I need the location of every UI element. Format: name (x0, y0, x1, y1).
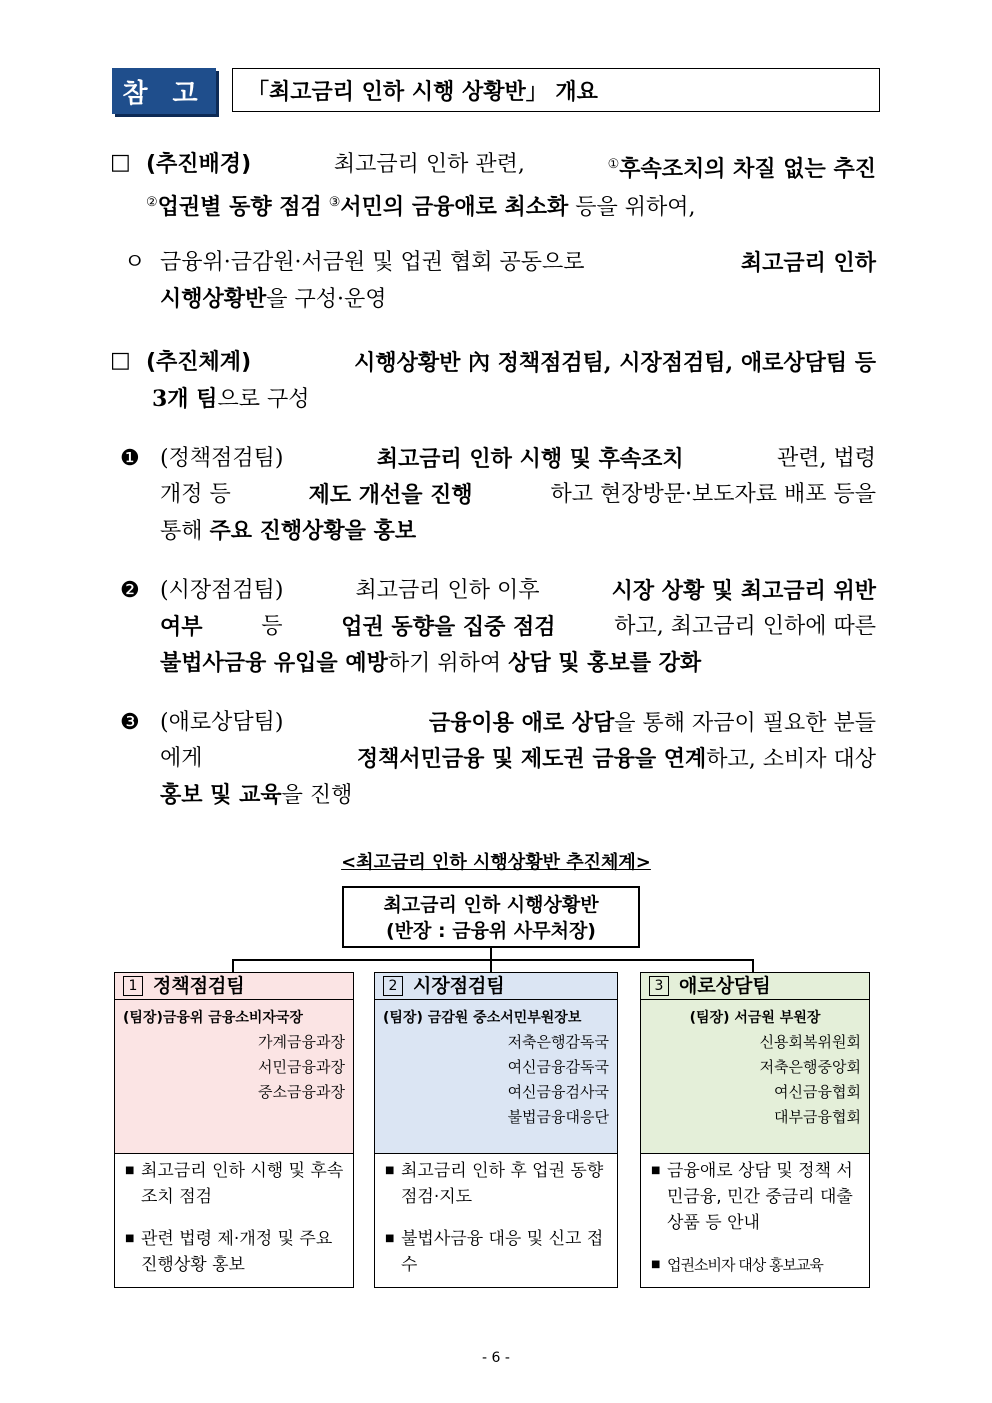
team-box-market (374, 972, 618, 1288)
item1-mark: ❶ (120, 446, 140, 471)
section1-bullet: □ (110, 150, 131, 175)
diagram-top-box: 최고금리 인하 시행상황반 (반장 : 금융위 사무처장) (342, 886, 640, 948)
team-members: (팀장) 서금원 부원장 신용회복위원회 저축은행중앙회 여신금융협회 대부금융협회 (641, 1000, 869, 1154)
page-number: - 6 - (482, 1350, 510, 1366)
team-box-consult (640, 972, 870, 1288)
item3-line1: (애로상담팀) 금융이용 애로 상담을 통해 자금이 필요한 분들 (160, 710, 876, 736)
connector-horizontal (232, 959, 752, 961)
diagram-title: <최고금리 인하 시행상황반 추진체계> (341, 852, 651, 873)
reference-badge: 참 고 (112, 68, 216, 114)
section1-line2: ②업권별 동향 점검 ③서민의 금융애로 최소화 등을 위하여, (146, 194, 696, 220)
section1-sub-line2: 시행상황반을 구성·운영 (160, 286, 387, 312)
team-header: 3 애로상담팀 (641, 973, 869, 1000)
section2-line2: 3개 팀으로 구성 (152, 386, 310, 412)
section1-sub-line1: 금융위·금감원·서금원 및 업권 협회 공동으로 최고금리 인하 (160, 250, 876, 276)
section2-line1: (추진체계) 시행상황반 內 정책점검팀, 시장점검팀, 애로상담팀 등 (146, 350, 876, 376)
team-tasks: ■ 금융애로 상담 및 정책 서민금융, 민간 중금리 대출상품 등 안내 ■ 업권소비자 대상 홍보교육 (641, 1154, 869, 1278)
item1-line2: 개정 등 제도 개선을 진행 하고 현장방문·보도자료 배포 등을 (160, 482, 876, 508)
team-members: (팀장)금융위 금융소비자국장 가계금융과장 서민금융과장 중소금융과장 (115, 1000, 353, 1154)
connector-left (232, 959, 234, 973)
section1-sub-bullet: ㅇ (124, 250, 146, 275)
item1-line1: (정책점검팀) 최고금리 인하 시행 및 후속조치 관련, 법령 (160, 446, 876, 472)
connector-right (752, 959, 754, 973)
item2-line1: (시장점검팀) 최고금리 인하 이후 시장 상황 및 최고금리 위반 (160, 578, 876, 604)
team-members: (팀장) 금감원 중소서민부원장보 저축은행감독국 여신금융감독국 여신금융검사국 불법금융대응단 (375, 1000, 617, 1154)
item3-mark: ❸ (120, 710, 140, 735)
item3-line3: 홍보 및 교육을 진행 (160, 782, 353, 808)
team-header: 2 시장점검팀 (375, 973, 617, 1000)
item2-line2: 여부 등 업권 동향을 집중 점검 하고, 최고금리 인하에 따른 (160, 614, 876, 640)
connector-middle (490, 959, 492, 973)
team-tasks: ■ 최고금리 인하 시행 및 후속조치 점검 ■ 관련 법령 제·개정 및 주요 진행상황 홍보 (115, 1154, 353, 1278)
item2-mark: ❷ (120, 578, 140, 603)
item3-line2: 에게 정책서민금융 및 제도권 금융을 연계하고, 소비자 대상 (160, 746, 876, 772)
section2-bullet: □ (110, 348, 131, 373)
document-title: 「최고금리 인하 시행 상황반」 개요 (232, 68, 880, 112)
team-tasks: ■ 최고금리 인하 후 업권 동향 점검·지도 ■ 불법사금융 대응 및 신고 접수 (375, 1154, 617, 1278)
item2-line3: 불법사금융 유입을 예방하기 위하여 상담 및 홍보를 강화 (160, 650, 702, 676)
team-header: 1 정책점검팀 (115, 973, 353, 1000)
item1-line3: 통해 주요 진행상황을 홍보 (160, 518, 417, 544)
section1-line1: (추진배경) 최고금리 인하 관련, ①후속조치의 차질 없는 추진 (146, 152, 876, 182)
team-box-policy (114, 972, 354, 1288)
